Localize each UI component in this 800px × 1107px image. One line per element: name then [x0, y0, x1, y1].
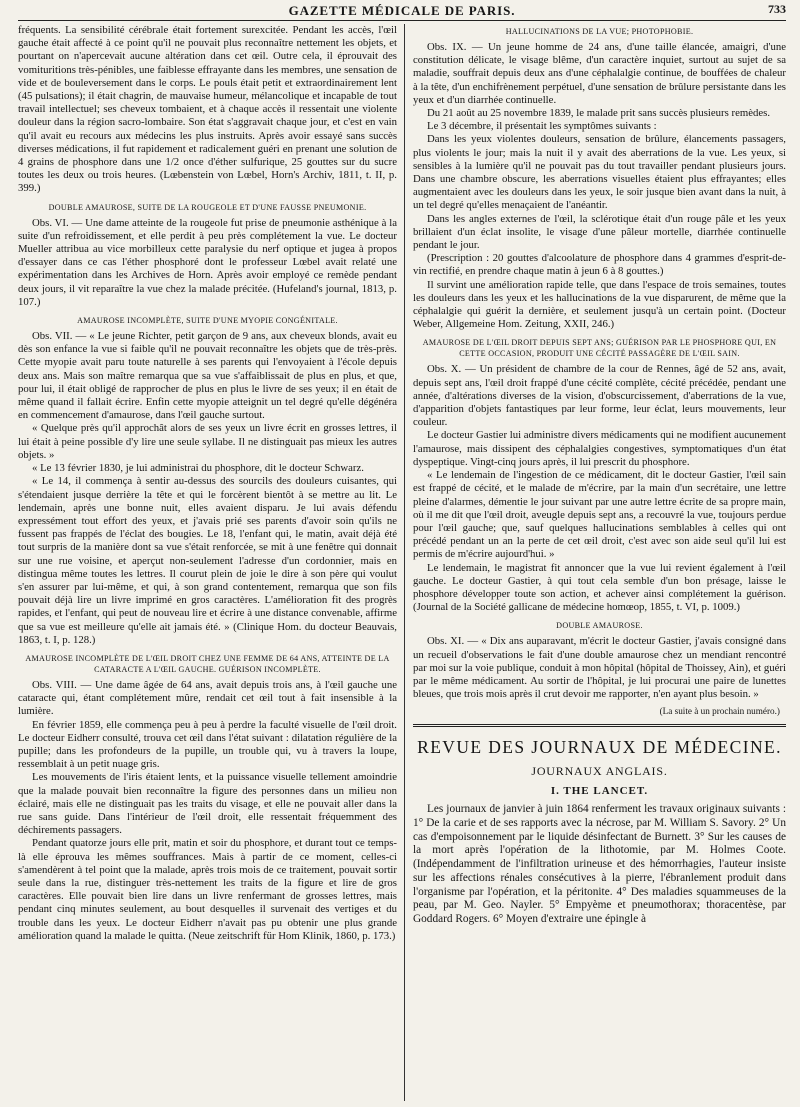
- paragraph-obs9-e: Dans les angles externes de l'œil, la sclérotique était d'un rouge pâle et les yeux brillaient d'un éclat insolite, le visage d'une pâleur mortelle, diarrhée continuelle pendant le jour.: [413, 212, 786, 252]
- paragraph-obs9-b: Du 21 août au 25 novembre 1839, le malade prit sans succès plusieurs remèdes.: [427, 107, 771, 120]
- paragraph-obs7-d: « Le 14, il commença à sentir au-dessus des sourcils des douleurs cuisantes, qui s'étendaient jusque derrière la tête et qui le forcèrent bientôt à se mettre au lit. Le lendemain, après une bonne nuit, elles avaient disparu. Je lui avais défendu expressément tout effort des yeux, et j'avais prié ses parents d'avoir soin qu'ils ne fussent pas frappés de l'éclat des bougies. Le 18, l'enfant qui, le matin, avait déjà été tout surpris de la manière dont sa vue s'était renforcée, se mit à une fenêtre qui donnait sur une rue voisine, et aperçut non-seulement l'adresse d'un cordonnier, mais en distingua même toutes les lettres. Il courut plein de joie le dire à son père qui voulut s'en assurer par lui-même, et qui, à son grand contentement, remarqua que son fils pouvait déjà lire un livre imprimé en gros caractères. L'amélioration fit des progrès rapides, et l'enfant, qui peut de nouveau lire et écrire à une distance convenable, affirme que sa vue est meilleure qu'elle ait jamais été. » (Clinique Hom. du docteur Beauvais, 1863, t. I, p. 128.): [18, 475, 397, 646]
- journal-review-section: [413, 724, 786, 926]
- paragraph-obs6: Obs. VI. — Une dame atteinte de la rougeole fut prise de pneumonie asthénique à la suite d'un refroidissement, et elle perdit à peu près complétement la vue. Le docteur Mueller attribua au vice morbilleux cette paralysie du nerf optique et jugea à propos d'essayer dans ce cas l'éther phosphoré dont le professeur Lœbel avait relaté une expérimentation dans les Archives de Horn. Après avoir employé ce remède pendant deux jours, il vit reparaître la vue chez la malade précitée. (Hufeland's journal, 1813, p. 107.): [18, 216, 397, 308]
- section-subtitle: JOURNAUX ANGLAIS.: [531, 764, 668, 779]
- case-title-obs6: DOUBLE AMAUROSE, SUITE DE LA ROUGEOLE ET D'UNE FAUSSE PNEUMONIE.: [48, 202, 367, 212]
- paragraph-obs7-a: Obs. VII. — « Le jeune Richter, petit garçon de 9 ans, aux cheveux blonds, avait eu dès son enfance la vue si faible qu'il ne pouvait reconnaître les objets que de très-près. Cette myopie avait paru toute naturelle à ses parents qui l'envoyaient à l'école depuis deux ans. Mais son maître remarqua que sa vue s'affaiblissait de plus en plus, et que, pour lui, il était obligé de rapprocher de plus en plus le livre de ses yeux; il en était de même quand il fallait écrire. Enfin cette myopie atteignit un tel degré qu'elle dégénéra en commencement d'amaurose, dans l'œil gauche surtout.: [18, 330, 397, 422]
- page-header: [18, 2, 786, 21]
- paragraph-obs9-f: (Prescription : 20 gouttes d'alcoolature de phosphore dans 4 grammes d'esprit-de-vin rectifié, en prendre chaque matin à jeun 6 à 8 gouttes.): [413, 252, 786, 278]
- paragraph-obs7-b: « Quelque près qu'il approchât alors de ses yeux un livre écrit en grosses lettres, il lui était à peine possible d'y lire une seule syllabe. Il ne distinguait pas mieux les autres objets. »: [18, 422, 397, 461]
- paragraph-obs11: Obs. XI. — « Dix ans auparavant, m'écrit le docteur Gastier, j'avais consigné dans un recueil d'observations le fait d'une double amaurose chez un mendiant rencontré par moi sur la voie publique, conduit à mon hôpital (hôpital de Thoissey, Ain), et guéri par le même médicament. Au sortir de l'hôpital, je lui procurai une paire de lunettes bleues, que trois mois après il crut devoir me rapporter, n'en ayant plus besoin. »: [413, 635, 786, 701]
- paragraph-lancet: Les journaux de janvier à juin 1864 renferment les travaux originaux suivants : 1° De la carie et de ses rapports avec la nécrose, par M. William S. Savory. 2° Un cas d'empoisonnement par le liquide désinfectant de Burnett. 3° Sur les causes de la mort après l'opération de la lithotomie, par M. Holmes Coote. (Indépendamment de l'infiltration urineuse et des hémorrhagies, l'auteur insiste sur les affections rénales consécutives à la pierre, l'ébranlement produit dans l'organisme par l'opération, et la péritonite. 4° Des maladies squammeuses de la peau, par M. Geo. Nayler. 5° Empyème et pneumothorax; thoracentèse, par Goddard Rogers. 6° Moyen d'extraire une épingle à: [413, 803, 786, 925]
- left-column: [18, 24, 397, 1099]
- case-title-obs10: AMAUROSE DE L'ŒIL DROIT DEPUIS SEPT ANS; GUÉRISON PAR LE PHOSPHORE QUI, EN CETTE OCCASION, PRODUIT UNE CÉCITÉ PASSAGÈRE DE L'ŒIL SAIN.: [422, 338, 777, 359]
- column-divider: [404, 24, 405, 1101]
- paragraph-obs10-b: Le docteur Gastier lui administre divers médicaments qui ne modifient aucunement l'amaurose, mais dissipent des céphalalgies congestives, symptomatiques d'un état dyspeptique. Vingt-cinq jours après, il lui prescrit du phosphore.: [413, 429, 786, 468]
- case-title-obs8: AMAUROSE INCOMPLÈTE DE L'ŒIL DROIT CHEZ UNE FEMME DE 64 ANS, ATTEINTE DE LA CATARACTE A L'ŒIL GAUCHE. GUÉRISON INCOMPLÈTE.: [25, 653, 390, 674]
- case-title-obs7: AMAUROSE INCOMPLÈTE, SUITE D'UNE MYOPIE CONGÉNITALE.: [77, 316, 338, 326]
- paragraph-obs9-g: Il survint une amélioration rapide telle, que dans l'espace de trois semaines, toutes les douleurs dans les yeux et les hallucinations de la vue disparurent, de même que la céphalalgie qui guérit la dernière, et seulement jusqu'à un certain point. (Docteur Weber, Allgemeine Hom. Zeitung, XXII, 246.): [413, 278, 786, 331]
- paragraph-obs9-a: Obs. IX. — Un jeune homme de 24 ans, d'une taille élancée, amaigri, d'une constitution délicate, le visage blême, d'un caractère inquiet, surtout au sujet de sa maladie, souffrait depuis deux ans d'une céphalalgie continue, de bouffées de chaleur à la tête, d'un enchifrènement perpétuel, d'une sensation de brûlure persistante dans les yeux et d'un diarrhée continuelle.: [413, 41, 786, 106]
- section-lancet-heading: I. THE LANCET.: [550, 785, 649, 798]
- paragraph-obs10-d: Le lendemain, le magistrat fit annoncer que la vue lui revient également à l'œil gauche. Le docteur Gastier, à qui tout cela semble d'un bon présage, laisse le phosphore développer toute son action, et achever ainsi complétement la guérison. (Journal de la Société gallicane de médecine homœop, 1855, t. VI, p. 1009.): [413, 561, 786, 614]
- section-title: REVUE DES JOURNAUX DE MÉDECINE.: [417, 737, 782, 758]
- paragraph-obs10-a: Obs. X. — Un président de chambre de la cour de Rennes, âgé de 52 ans, avait, depuis sept ans, l'œil droit frappé d'une cécité complète, cécité précédée, pendant une année, d'altérations diverses de la vision, d'obscurcissement, d'aberrations de la vue, d'apparition d'objets fantastiques par leur forme, leur éclat, leurs mouvements, leur couleur.: [413, 363, 786, 429]
- paragraph-obs8-d: Pendant quatorze jours elle prit, matin et soir du phosphore, et durant tout ce temps-là elle éprouva les mêmes souffrances. Mais à partir de ce moment, celles-ci s'amendèrent à tel point que la malade, après trois mois de ce traitement, pouvait sortir seule dans la rue, distinguer très-nettement les traits de la figure et lire de gros caractères. Elle pouvait bien lire dans un livre renfermant de grosses lettres, mais pendant cinq minutes seulement, au bout desquelles il survenait des vertiges et du trouble dans les yeux. Le docteur Eidherr n'avait pas pu obtenir une plus grande amélioration quand la malade le quitta. (Neue zeitschrift für Hom Klinik, 1860, p. 173.): [18, 837, 397, 942]
- paragraph-obs8-a: Obs. VIII. — Une dame âgée de 64 ans, avait depuis trois ans, à l'œil gauche une cataracte qui, étant complétement mûre, rendait cet œil tout à fait insensible à la lumière.: [18, 678, 397, 718]
- page-number: 733: [768, 2, 786, 16]
- continuation-note: (La suite à un prochain numéro.): [659, 706, 780, 717]
- case-title-obs9: HALLUCINATIONS DE LA VUE; PHOTOPHOBIE.: [505, 27, 694, 36]
- paragraph-obs10-c: « Le lendemain de l'ingestion de ce médicament, dit le docteur Gastier, l'œil sain est frappé de cécité, et le malade de m'écrire, par la main d'un secrétaire, une lettre pleine d'alarmes, démentie le jour suivant par une autre lettre écrite de sa propre main, où il me dit que l'œil droit, aveugle depuis sept ans, a recouvré la vue, toujours perdue pour l'œil gauche; que, sauf quelques hallucinations semblables à celles qui ont précédé pendant un an la perte de cet œil droit, c'est avec son aide seul qu'il lui est permis de m'écrire aujourd'hui. »: [413, 469, 786, 561]
- paragraph-obs9-c: Le 3 décembre, il présentait les symptômes suivants :: [427, 120, 657, 133]
- paragraph-obs8-b: En février 1859, elle commença peu à peu à perdre la faculté visuelle de l'œil droit. Le docteur Eidherr consulté, trouva cet œil dans l'état suivant : dilatation régulière de la pupille; dans les profondeurs de la pupille, un trouble qui, vu à travers la loupe, ressemblait à un petit nuage gris.: [18, 718, 397, 771]
- right-column: [413, 24, 786, 1099]
- paragraph-obs9-d: Dans les yeux violentes douleurs, sensation de brûlure, élancements passagers, plus violents le jour; mais la nuit il y avait des aberrations de la vue. Les yeux, si sensibles à la lumière qu'il ne pouvait pas du tout travailler pendant plusieurs jours. Dans une chambre obscure, les aberrations visuelles étaient plus effrayantes; elles augmentaient avec les douleurs dans les yeux, le soir jusque bien avant dans la nuit, à un tel degré qu'elles menaçaient de l'anéantir.: [413, 133, 786, 212]
- paragraph-obs7-c: « Le 13 février 1830, je lui administrai du phosphore, dit le docteur Schwarz.: [32, 462, 364, 475]
- journal-title: GAZETTE MÉDICALE DE PARIS.: [288, 3, 516, 18]
- paragraph-obs8-c: Les mouvements de l'iris étaient lents, et la puissance visuelle tellement amoindrie que la malade pouvait bien reconnaître la figure des personnes dans un milieu non éclairé, mais elle ne distinguait pas les traits du visage, et elle ne pouvait aller dans la rue sans guide. Dans l'intérieur de l'œil droit, elle ressentait fréquemment des déchirements passagers.: [18, 771, 397, 837]
- paragraph-obs5-end: fréquents. La sensibilité cérébrale était fortement surexcitée. Pendant les accès, l'œil gauche était affecté à ce point qu'il ne pouvait plus reconnaître nettement les objets, et pourtant on n'apercevait aucune altération dans cet œil. Outre cela, il éprouvait des vomituritions très-pénibles, une faiblesse effrayante dans les membres, une sensation de vide et de bouleversement dans le corps. Le pouls était petit et extraordinairement lent (45 pulsations); il était chagrin, de mauvaise humeur, mélancolique et incapable de tout travail intellectuel; ses cheveux tombaient, et à chaque accès il ressentait une violente douleur dans la région sacro-lombaire. Son état s'aggravait chaque jour, et c'est en vain qu'il avait eu recours aux médecins les plus instruits. Après avoir essayé sans succès diverses médications, il fut rapidement et radicalement guéri en prenant une solution de 4 grains de phosphore dans une 1/2 once d'éther sulfurique, 25 gouttes sur du sucre toutes les deux ou trois heures. (Lœbenstein von Lœbel, Horn's Archiv, 1811, t. II, p. 399.): [18, 24, 397, 195]
- case-title-obs11: DOUBLE AMAUROSE.: [556, 621, 643, 631]
